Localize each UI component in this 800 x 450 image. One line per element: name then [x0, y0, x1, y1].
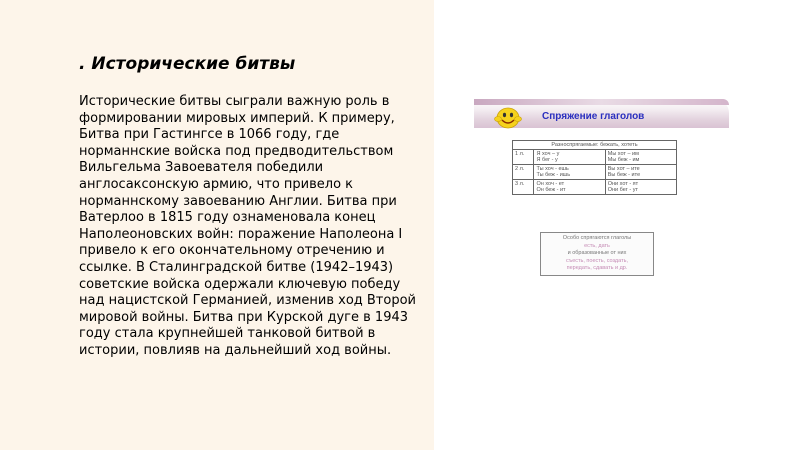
- note-line: съесть, поесть, создать,: [566, 257, 628, 264]
- person-cell: 3 л.: [513, 180, 534, 195]
- form-text: Я хоч – у: [536, 151, 560, 157]
- form-text: Он беж - ит: [536, 187, 566, 193]
- form-text: Он хоч - ет: [536, 181, 565, 187]
- singular-cell: [534, 180, 605, 195]
- person-cell: 1 л.: [513, 150, 534, 165]
- conjugation-table: [512, 140, 677, 195]
- note-line: Особо спрягаются глаголы: [562, 235, 632, 241]
- plural-cell: [605, 150, 676, 165]
- form-text: Ты беж - ишь: [536, 172, 571, 178]
- singular-cell: [534, 150, 605, 165]
- note-line: есть, дать: [584, 242, 610, 249]
- form-text: Вы беж - ите: [607, 172, 641, 178]
- form-text: Ты хоч - ешь: [536, 166, 569, 172]
- form-text: Мы беж - им: [607, 157, 640, 163]
- banner-band: [474, 99, 729, 105]
- form-text: Они бег - ут: [607, 187, 638, 193]
- note-line: и образованные от них: [567, 250, 627, 256]
- banner-title: Спряжение глаголов: [542, 111, 645, 122]
- plural-cell: [605, 165, 676, 180]
- table-row: [513, 150, 677, 165]
- table-header: Разноспрягаемые: бежать, хотеть: [513, 141, 677, 150]
- table-row: [513, 180, 677, 195]
- slide-title: . Исторические битвы: [79, 54, 296, 74]
- smiley-face-icon: [494, 106, 522, 130]
- form-text: Они хот - ят: [607, 181, 639, 187]
- note-box: [540, 232, 654, 276]
- plural-cell: [605, 180, 676, 195]
- table-row: [513, 165, 677, 180]
- form-text: Я бег - у: [536, 157, 558, 163]
- person-cell: 2 л.: [513, 165, 534, 180]
- note-line: передать, сдавать и др.: [566, 265, 628, 271]
- conjugation-picture: [474, 96, 729, 286]
- form-text: Вы хот – ите: [607, 166, 640, 172]
- slide-body-text: Исторические битвы сыграли важную роль в формировании мировых империй. К примеру, Битва при Гастингсе в 1066 году, где норманнские войска под предводительством Вильгельма Завоевателя победили англосаксонскую армию, что привело к норманнскому завоеванию Англии. Битва при Ватерлоо в 1815 году ознаменовала конец Наполеоновских войн: поражение Наполеона I привело к его окончательному отречению и ссылке. В Сталинградской битве (1942–1943) советские войска одержали ключевую победу над нацистской Германией, изменив ход Второй мировой войны. Битва при Курской дуге в 1943 году стала крупнейшей танковой битвой в истории, повлияв на дальнейший ход войны.: [79, 94, 416, 358]
- form-text: Мы хот – им: [607, 151, 639, 157]
- singular-cell: [534, 165, 605, 180]
